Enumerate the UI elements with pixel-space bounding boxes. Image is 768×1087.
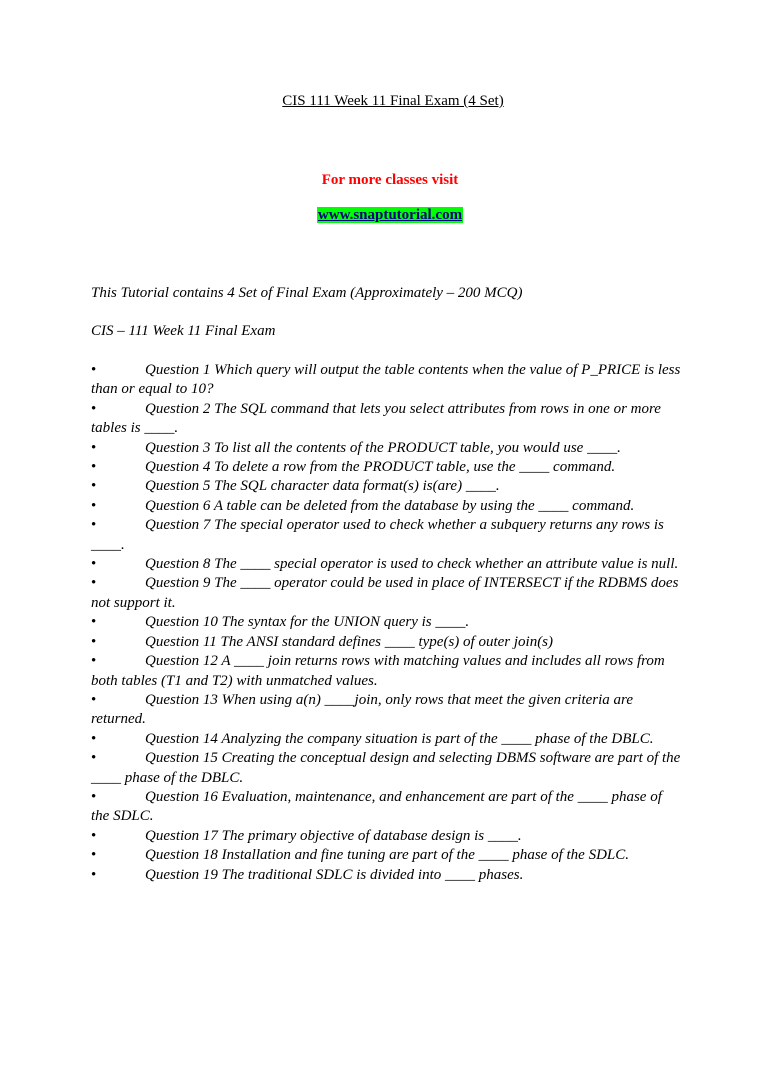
question-item	[91, 730, 681, 749]
bullet-icon: •	[91, 750, 97, 767]
question-item	[91, 516, 681, 555]
question-item	[91, 613, 681, 632]
bullet-icon: •	[91, 730, 97, 747]
question-text: Question 16 Evaluation, maintenance, and enhancement are part of the ____ phase of the SDLC.	[91, 788, 662, 825]
question-text: Question 10 The syntax for the UNION query is ____.	[145, 614, 470, 631]
intro-line: This Tutorial contains 4 Set of Final Exam (Approximately – 200 MCQ)	[91, 285, 523, 301]
bullet-icon: •	[91, 497, 97, 514]
question-text: Question 1 Which query will output the table contents when the value of P_PRICE is less than or equal to 10?	[91, 362, 681, 398]
bullet-icon: •	[91, 827, 97, 844]
bullet-icon: •	[91, 362, 97, 378]
question-item	[91, 788, 681, 827]
document-title-text: CIS 111 Week 11 Final Exam (4 Set)	[282, 93, 504, 109]
bullet-icon: •	[91, 653, 97, 670]
question-item	[91, 691, 681, 730]
question-item	[91, 827, 681, 846]
bullet-icon: •	[91, 556, 97, 573]
question-item	[91, 866, 681, 885]
question-text: Question 14 Analyzing the company situation is part of the ____ phase of the DBLC.	[145, 730, 654, 747]
exam-subtitle: CIS – 111 Week 11 Final Exam	[91, 323, 276, 339]
question-text: Question 11 The ANSI standard defines ____ type(s) of outer join(s)	[145, 633, 554, 650]
question-text: Question 18 Installation and fine tuning are part of the ____ phase of the SDLC.	[145, 847, 630, 864]
promo-visit	[0, 171, 768, 189]
question-text: Question 15 Creating the conceptual design and selecting DBMS software are part of the ____ phase of the DBLC.	[91, 750, 681, 786]
question-item	[91, 574, 681, 613]
bullet-icon: •	[91, 614, 97, 631]
question-text: Question 9 The ____ operator could be used in place of INTERSECT if the RDBMS does not support it.	[91, 575, 679, 611]
bullet-icon: •	[91, 459, 97, 476]
question-item	[91, 652, 681, 691]
bullet-icon: •	[91, 788, 97, 805]
question-item	[91, 846, 681, 865]
question-item	[91, 555, 681, 574]
question-item	[91, 458, 681, 477]
question-text: Question 3 To list all the contents of the PRODUCT table, you would use ____.	[145, 439, 621, 456]
question-text: Question 19 The traditional SDLC is divided into ____ phases.	[145, 866, 524, 883]
question-item	[91, 361, 681, 400]
question-item	[91, 439, 681, 458]
question-text: Question 12 A ____ join returns rows with matching values and includes all rows from both tables (T1 and T2) with unmatched values.	[91, 653, 665, 689]
question-list	[91, 361, 681, 885]
document-title	[0, 92, 768, 110]
question-item	[91, 749, 681, 788]
question-text: Question 7 The special operator used to check whether a subquery returns any rows is ____.	[91, 517, 664, 553]
bullet-icon: •	[91, 575, 97, 592]
promo-visit-text: For more classes visit	[321, 172, 459, 188]
question-text: Question 17 The primary objective of database design is ____.	[145, 827, 522, 844]
question-item	[91, 497, 681, 516]
question-item	[91, 477, 681, 496]
question-item	[91, 400, 681, 439]
question-text: Question 6 A table can be deleted from the database by using the ____ command.	[145, 497, 635, 514]
bullet-icon: •	[91, 439, 97, 456]
question-text: Question 8 The ____ special operator is used to check whether an attribute value is null.	[145, 556, 679, 573]
bullet-icon: •	[91, 400, 97, 417]
bullet-icon: •	[91, 633, 97, 650]
question-text: Question 5 The SQL character data format(s) is(are) ____.	[145, 478, 500, 495]
bullet-icon: •	[91, 866, 97, 883]
bullet-icon: •	[91, 847, 97, 864]
question-text: Question 2 The SQL command that lets you select attributes from rows in one or more tables is ____.	[91, 400, 661, 437]
promo-site-link[interactable]: www.snaptutorial.com	[317, 207, 463, 223]
question-text: Question 4 To delete a row from the PRODUCT table, use the ____ command.	[145, 459, 616, 476]
question-item	[91, 633, 681, 652]
promo-site	[0, 206, 768, 224]
question-text: Question 13 When using a(n) ____join, only rows that meet the given criteria are returned.	[91, 691, 633, 728]
bullet-icon: •	[91, 517, 97, 534]
bullet-icon: •	[91, 478, 97, 495]
bullet-icon: •	[91, 691, 97, 708]
